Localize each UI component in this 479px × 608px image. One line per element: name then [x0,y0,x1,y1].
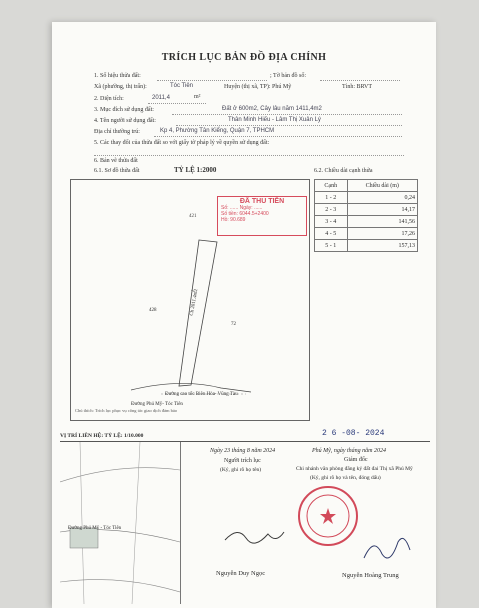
district-label: Huyện (thị xã, TP): Phú Mỹ [224,84,292,90]
commune-value: Tóc Tiên [170,83,194,89]
stamp-heading: ĐÃ THU TIỀN [239,198,285,205]
dotted-line [320,80,400,81]
province-label: Tỉnh: BRVT [342,84,373,90]
scale-label: TỶ LỆ 1:2000 [174,166,217,174]
right-hint: (Ký, ghi rõ họ và tên, đóng dấu) [310,475,381,481]
right-date: Phú Mỹ, ngày tháng năm 2024 [312,448,386,454]
table-row [315,240,418,252]
edge-length-label: 6.2. Chiều dài cạnh thửa [314,168,373,174]
road-local-label: Đường Phú Mỹ- Tóc Tiên [131,402,183,407]
length-cell: 157,13 [347,240,418,252]
stamp-line-3: Hồ: 90.689 [221,217,246,223]
stamp-line-1: Số: ...... Ngày: ...... [221,205,263,211]
right-role: Giám đốc [344,457,368,463]
drawing-label: 6. Bản vẽ thửa đất [94,158,138,164]
location-map [60,442,181,604]
signature-section [60,441,430,606]
table-row [315,216,418,228]
commune-label: Xã (phường, thị trấn): [94,84,147,90]
col-header-edge: Cạnh [315,180,348,192]
parcel-side-label: Ch 2011.4m2 [189,288,200,317]
location-road-label: Đường Phú Mỹ - Tóc Tiên [68,526,122,531]
land-use-value: Đất ở 600m2, Cây lâu năm 1411,4m2 [222,106,322,112]
date-stamp: 2 6 -08- 2024 [322,429,385,438]
edge-cell: 3 - 4 [315,216,348,228]
table-row [315,204,418,216]
length-cell: 17,26 [347,228,418,240]
left-signature-icon [220,522,290,552]
dotted-line [176,125,402,126]
dotted-line [154,136,402,137]
address-label: Địa chỉ thường trú: [94,129,140,135]
edge-cell: 5 - 1 [315,240,348,252]
parcel-421: 421 [189,214,197,219]
parcel-72: 72 [231,322,236,327]
dotted-line [172,114,402,115]
official-seal-icon [296,484,360,548]
fee-paid-stamp [217,196,307,236]
edge-cell: 4 - 5 [315,228,348,240]
parcel-number-label: 1. Số hiệu thửa đất: [94,73,141,79]
left-name: Nguyễn Duy Ngọc [216,570,266,577]
length-cell: 0,24 [347,192,418,204]
dotted-line [94,155,404,156]
table-row [315,228,418,240]
map-sheet-label: ; Tờ bản đồ số: [270,73,307,79]
document-page [52,22,436,608]
document-title: TRÍCH LỤC BẢN ĐỒ ĐỊA CHÍNH [161,52,327,63]
stamp-line-2: Số tiền: 6044.5+2400 [221,211,269,217]
left-hint: (Ký, ghi rõ họ tên) [220,467,262,473]
right-name: Nguyễn Hoàng Trung [342,572,399,579]
location-label: VỊ TRÍ LIÊN HỆ: TỶ LỆ: 1/10.000 [60,433,144,439]
parcel-428: 428 [149,308,157,313]
location-drawing [60,442,180,604]
address-value: Kp 4, Phường Tân Kiểng, Quận 7, TPHCM [160,128,275,134]
length-cell: 141,56 [347,216,418,228]
col-header-length: Chiều dài (m) [347,180,418,192]
right-org: Chi nhánh văn phòng đăng ký đất đai Thị xã Phú Mỹ [296,466,413,472]
area-label: 2. Diện tích: [94,96,124,102]
left-role: Người trích lục [224,458,261,464]
edge-length-table [314,179,418,252]
owner-label: 4. Tên người sử dụng đất: [94,118,156,124]
table-row [315,192,418,204]
length-cell: 14,17 [347,204,418,216]
dotted-line [157,80,267,81]
dotted-line [148,103,206,104]
sketch-label: 6.1. Sơ đồ thửa đất [94,168,140,174]
road-highway-label: Đường cao tốc Biên Hòa- Vũng Tàu [165,392,238,397]
edge-cell: 1 - 2 [315,192,348,204]
changes-label: 5. Các thay đổi của thửa đất so với giấy tờ pháp lý về quyền sử dụng đất: [94,140,270,146]
map-note: Chú thích: Trích lục phục vụ công tác giao dịch đảm bảo [75,408,178,413]
area-unit: m² [194,94,201,100]
left-date: Ngày 23 tháng 8 năm 2024 [210,448,276,454]
parcel-outline [179,240,217,386]
edge-cell: 2 - 3 [315,204,348,216]
land-use-label: 3. Mục đích sử dụng đất: [94,107,154,113]
parcel-map [70,179,310,421]
owner-value: Thân Minh Hiếu - Lâm Thị Xuân Lý [228,117,321,123]
area-value: 2011,4 [152,95,170,101]
right-signature-icon [360,528,420,568]
